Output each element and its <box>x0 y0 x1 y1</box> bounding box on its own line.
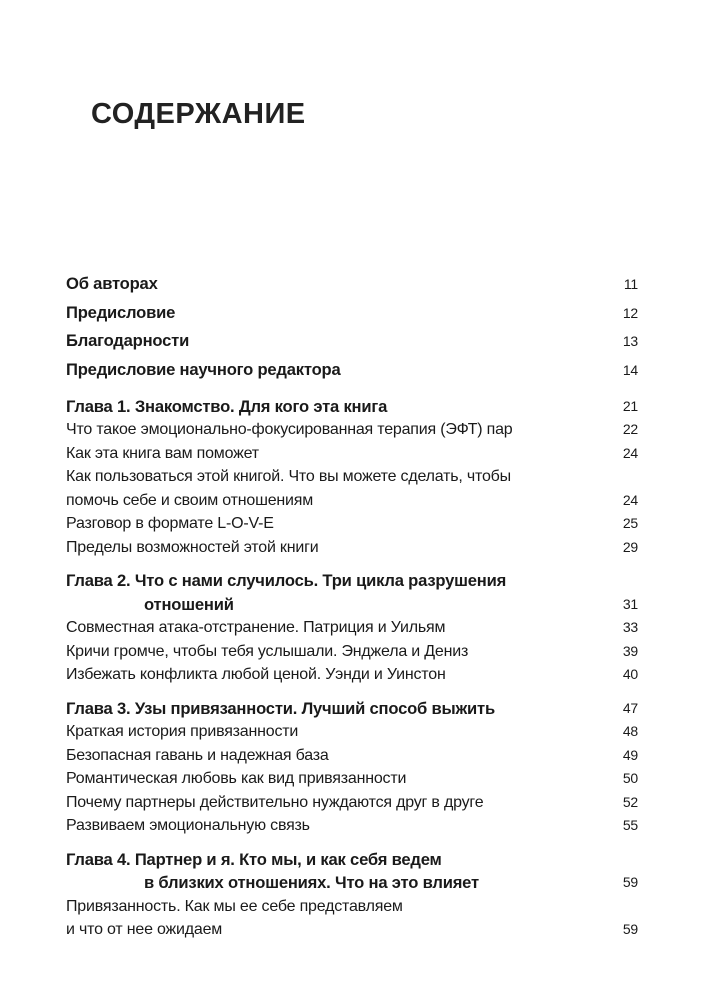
toc-entry-title <box>66 744 616 768</box>
toc-chapter-entry[interactable] <box>66 395 638 419</box>
toc-entry-title <box>66 536 616 560</box>
toc-entry-line: Об авторах <box>66 274 158 293</box>
toc-entry-line: Пределы возможностей этой книги <box>66 538 319 556</box>
toc-section-entry[interactable] <box>66 418 638 442</box>
toc-entry-title <box>66 465 616 512</box>
toc-entry-title <box>66 848 616 895</box>
toc-entry-title <box>66 418 616 442</box>
toc-entry-line: помочь себе и своим отношениям <box>66 491 314 509</box>
toc-chapter-entry[interactable] <box>66 569 638 616</box>
toc-section-entry[interactable] <box>66 512 638 536</box>
toc-page-number: 40 <box>622 666 638 683</box>
toc-page-number: 50 <box>622 770 638 787</box>
toc-entry-title <box>66 270 616 299</box>
toc-section-entry[interactable] <box>66 814 638 838</box>
toc-entry-title <box>66 569 616 616</box>
toc-entry-title <box>66 767 616 791</box>
toc-entry-line: Что такое эмоционально-фокусированная терапия (ЭФТ) пар <box>66 421 513 439</box>
toc-page-number: 49 <box>622 746 638 763</box>
toc-page-number: 13 <box>622 333 638 350</box>
toc-entry-line: Избежать конфликта любой ценой. Уэнди и Уинстон <box>66 666 446 684</box>
toc-entry-title <box>66 640 616 664</box>
toc-entry-line: отношений <box>144 594 234 614</box>
toc-entry-line: в близких отношениях. Что на это влияет <box>144 873 479 893</box>
toc-entry-title <box>66 442 616 466</box>
toc-section-entry[interactable] <box>66 640 638 664</box>
toc-entry-line: Предисловие <box>66 302 176 322</box>
page-title: СОДЕРЖАНИЕ <box>91 98 306 130</box>
toc-entry-line: и что от нее ожидаем <box>66 921 223 939</box>
toc-entry-title <box>66 512 616 536</box>
toc-entry-line: Развиваем эмоциональную связь <box>66 817 310 835</box>
toc-page-number: 52 <box>622 793 638 810</box>
toc-entry-line: Как эта книга вам поможет <box>66 444 259 462</box>
toc-page-number: 59 <box>622 921 638 938</box>
toc-entry-title <box>66 791 616 815</box>
toc-entry-line: Совместная атака-отстранение. Патриция и Уильям <box>66 619 446 637</box>
toc-page-number: 59 <box>622 874 638 891</box>
toc-entry-title <box>66 814 616 838</box>
toc-section-entry[interactable] <box>66 744 638 768</box>
toc-entry-line: Почему партнеры действительно нуждаются друг в друге <box>66 793 484 811</box>
toc-entry-title <box>66 395 616 419</box>
toc-page-number: 39 <box>622 642 638 659</box>
toc-page-number: 29 <box>622 538 638 555</box>
toc-entry-line: Глава 1. Знакомство. Для кого эта книга <box>66 396 388 416</box>
toc-entry-line: Предисловие научного редактора <box>66 360 341 380</box>
toc-section-entry[interactable] <box>66 720 638 744</box>
toc-entry-title <box>66 697 616 721</box>
toc-entry-line: Глава 4. Партнер и я. Кто мы, и как себя ведем <box>66 849 442 869</box>
toc-page-number: 24 <box>622 444 638 461</box>
toc-front-matter-entry[interactable] <box>66 356 638 385</box>
toc-page-number: 12 <box>622 304 638 321</box>
toc-page-number: 47 <box>622 699 638 716</box>
toc-entry-line: Краткая история привязанности <box>66 723 299 741</box>
toc-page-number: 11 <box>623 276 638 292</box>
toc-entry-line: Благодарности <box>66 331 190 351</box>
toc-page-number: 31 <box>622 595 638 612</box>
toc-entry-title <box>66 356 616 385</box>
toc-chapter-entry[interactable] <box>66 697 638 721</box>
toc-page-number: 14 <box>622 362 638 379</box>
toc-entry-title <box>66 299 616 328</box>
table-of-contents <box>66 270 638 942</box>
toc-page-number: 33 <box>622 619 638 636</box>
toc-chapter-entry[interactable] <box>66 848 638 895</box>
toc-page-number: 55 <box>622 817 638 834</box>
toc-section-entry[interactable] <box>66 663 638 687</box>
toc-entry-title <box>66 895 616 942</box>
toc-entry-title <box>66 616 616 640</box>
toc-entry-line: Безопасная гавань и надежная база <box>66 746 329 764</box>
toc-page-number: 22 <box>622 421 638 438</box>
toc-section-entry[interactable] <box>66 791 638 815</box>
toc-entry-line: Кричи громче, чтобы тебя услышали. Энджела и Дениз <box>66 642 469 660</box>
toc-entry-line: Романтическая любовь как вид привязанности <box>66 770 407 788</box>
toc-entry-line: Как пользоваться этой книгой. Что вы можете сделать, чтобы <box>66 468 511 486</box>
toc-section-entry[interactable] <box>66 465 638 512</box>
toc-page-number: 25 <box>622 515 638 532</box>
toc-page-number: 48 <box>622 723 638 740</box>
toc-section-entry[interactable] <box>66 616 638 640</box>
toc-entry-line: Разговор в формате L-O-V-E <box>66 515 274 533</box>
toc-section-entry[interactable] <box>66 536 638 560</box>
toc-front-matter-entry[interactable] <box>66 299 638 328</box>
toc-entry-title <box>66 720 616 744</box>
toc-section-entry[interactable] <box>66 895 638 942</box>
toc-entry-title <box>66 327 616 356</box>
toc-front-matter-entry[interactable] <box>66 327 638 356</box>
toc-section-entry[interactable] <box>66 442 638 466</box>
toc-entry-title <box>66 663 616 687</box>
toc-entry-line: Глава 2. Что с нами случилось. Три цикла разрушения <box>66 571 507 591</box>
toc-section-entry[interactable] <box>66 767 638 791</box>
toc-entry-line: Привязанность. Как мы ее себе представляем <box>66 897 403 915</box>
toc-entry-line: Глава 3. Узы привязанности. Лучший способ выжить <box>66 698 495 718</box>
toc-page-number: 24 <box>622 491 638 508</box>
toc-page-number: 21 <box>622 397 638 414</box>
toc-front-matter-entry[interactable] <box>66 270 638 299</box>
